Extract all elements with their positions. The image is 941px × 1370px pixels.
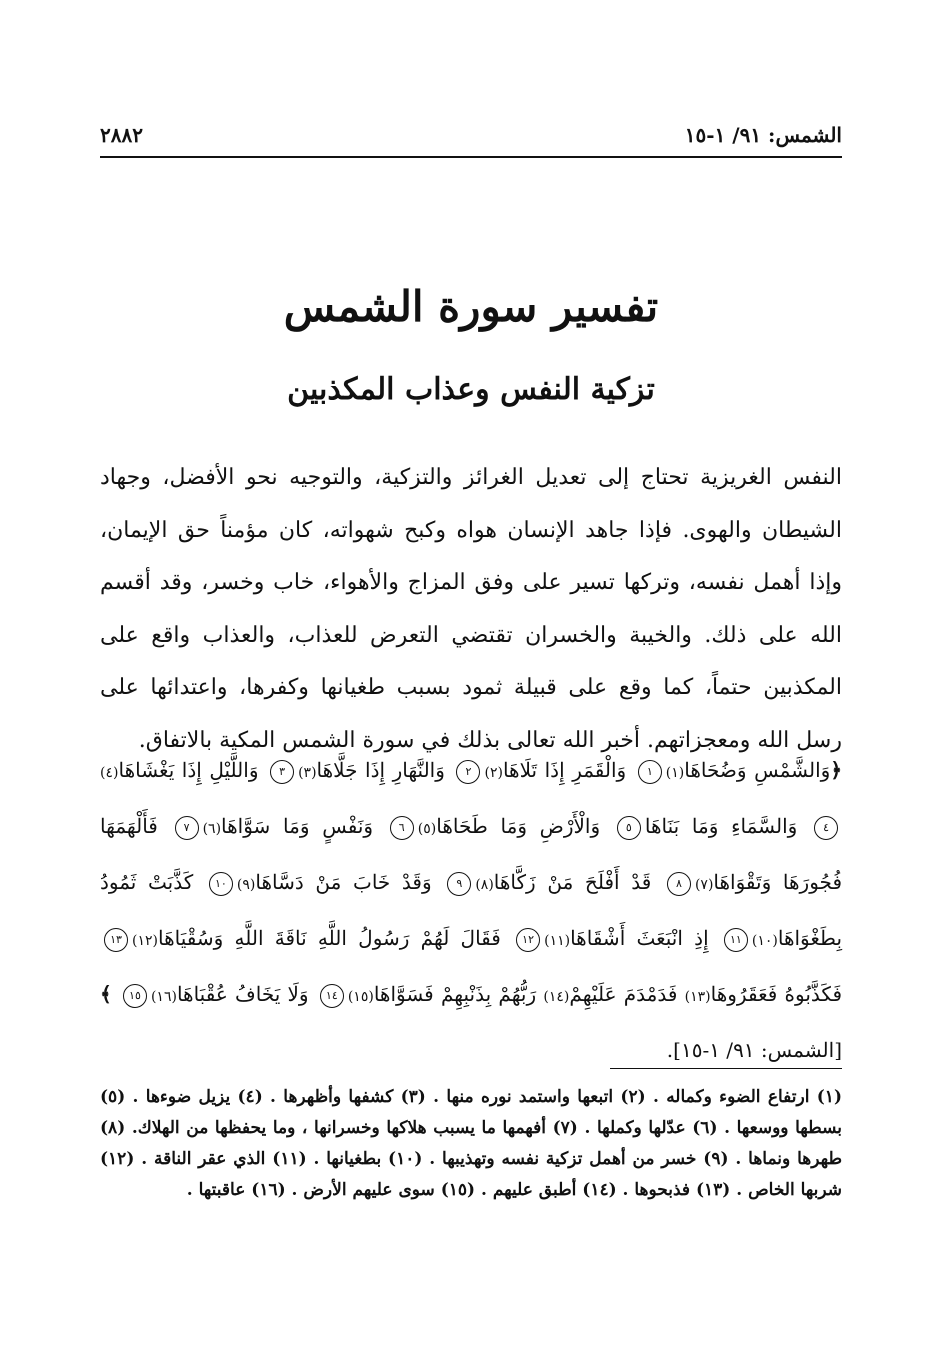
ayah-number-icon: ١٠ <box>209 872 233 896</box>
verse-text: وَالنَّهَارِ إِذَا جَلَّاهَا <box>316 758 445 782</box>
verse-text: كَذَّبَتْ ثَمُودُ بِطَغْوَاهَا <box>100 870 843 950</box>
ayah-number-icon: ٧ <box>175 816 199 840</box>
verse-text: وَالْأَرْضِ وَمَا طَحَاهَا <box>436 814 601 838</box>
intro-paragraph: النفس الغريزية تحتاج إلى تعديل الغرائز والتزكية، والتوجيه نحو الأفضل، وجهاد الشيطان والهوى. فإذا جاهد الإنسان هواه وكبح شهواته، كان مؤمناً حق الإيمان، وإذا أهمل نفسه، وتركها تسير على وفق المزاج والأهواء، خاب وخسر، وقد أقسم الله على ذلك. والخيبة والخسران تقتضي التعرض للعذاب، والعذاب واقع على المكذبين حتماً، كما وقع على قبيلة ثمود بسبب طغيانها وكفرها، واعتدائها على رسل الله ومعجزاتهم. أخبر الله تعالى بذلك في سورة الشمس المكية بالاتفاق. <box>100 465 842 753</box>
ayah-number-icon: ١٥ <box>123 984 147 1008</box>
verse-text: وَاللَّيْلِ إِذَا يَغْشَاهَا <box>118 758 259 782</box>
verse-text: وَالشَّمْسِ وَضُحَاهَا <box>684 758 831 782</box>
running-head <box>100 118 842 152</box>
ayah-number-icon: ٦ <box>390 816 414 840</box>
verse-footnote-ref: (١٤) <box>543 989 570 1005</box>
page-number: ٢٨٨٢ <box>100 123 143 147</box>
verse-footnote-ref: (٤) <box>100 765 119 781</box>
verse-text: وَقَدْ خَابَ مَنْ دَسَّاهَا <box>255 870 432 894</box>
verse-footnote-ref: (٦) <box>202 821 222 837</box>
ayah-number-icon: ١١ <box>724 928 748 952</box>
page-subtitle: تزكية النفس وعذاب المكذبين <box>287 372 655 407</box>
ayah-number-icon: ١٤ <box>320 984 344 1008</box>
verse-text: رَبُّهُمْ بِذَنْبِهِمْ فَسَوَّاهَا <box>373 982 537 1006</box>
verse-footnote-ref: (٧) <box>694 877 714 893</box>
verse-text: وَالْقَمَرِ إِذَا تَلَاهَا <box>502 758 627 782</box>
verse-footnote-ref: (١٠) <box>751 933 778 949</box>
verse-footnote-ref: (٨) <box>475 877 494 893</box>
verse-text: فَأَلْهَمَهَا فُجُورَهَا وَتَقْوَاهَا <box>100 814 843 894</box>
footnote-rule <box>610 1068 842 1069</box>
footnotes: (١) ارتفاع الضوء وكماله . (٢) اتبعها واستمد نوره منها . (٣) كشفها وأظهرها . (٤) يزيل ضوءها . (٥) بسطها ووسعها . (٦) عدّلها وكملها . (٧) أفهمها ما يسبب هلاكها وخسرانها ، وما يحفظها من الهلاك. (٨) طهرها ونماها . (٩) خسر من أهمل تزكية نفسه وتهذيبها . (١٠) بطغيانها . (١١) الذي عقر الناقة . (١٢) شربها الخاص . (١٣) فذبحوها . (١٤) أطبق عليهم . (١٥) سوى عليهم الأرض . (١٦) عاقبتها . <box>100 1087 842 1200</box>
header-rule <box>100 156 842 158</box>
ayah-number-icon: ٨ <box>667 872 691 896</box>
verse-text: فَدَمْدَمَ عَلَيْهِمْ <box>569 982 678 1006</box>
verse-citation: [الشمس: ٩١/ ١-١٥]. <box>666 1038 842 1062</box>
verse-footnote-ref: (١) <box>665 765 685 781</box>
verse-text: وَالسَّمَاءِ وَمَا بَنَاهَا <box>644 814 798 838</box>
verse-footnote-ref: (١١) <box>544 933 571 949</box>
verse-open-bracket: ﴿ <box>830 758 843 782</box>
verse-footnote-ref: (٢) <box>484 765 503 781</box>
chapter-reference: الشمس: ٩١/ ١-١٥ <box>684 123 842 147</box>
verse-text: وَلَا يَخَافُ عُقْبَاهَا <box>176 982 309 1006</box>
verse-text: وَنَفْسٍ وَمَا سَوَّاهَا <box>221 814 374 838</box>
ayah-number-icon: ٢ <box>456 760 480 784</box>
verse-text: إِذِ انْبَعَثَ أَشْقَاهَا <box>570 926 709 950</box>
verse-footnote-ref: (١٥) <box>347 989 374 1005</box>
verse-footnote-ref: (١٢) <box>132 933 158 949</box>
ayah-number-icon: ١٣ <box>104 928 128 952</box>
ayah-number-icon: ٣ <box>270 760 294 784</box>
verse-footnote-ref: (١٣) <box>684 989 711 1005</box>
verse-footnote-ref: (٩) <box>236 877 256 893</box>
verse-close-bracket: ﴾ <box>100 982 112 1006</box>
page-title: تفسير سورة الشمس <box>283 282 659 331</box>
verse-text: قَدْ أَفْلَحَ مَنْ زَكَّاهَا <box>493 870 652 894</box>
ayah-number-icon: ٩ <box>447 872 471 896</box>
quran-verses <box>100 744 842 1077</box>
verse-text: فَكَذَّبُوهُ فَعَقَرُوهَا <box>710 982 842 1006</box>
verse-footnote-ref: (٥) <box>417 821 437 837</box>
ayah-number-icon: ١ <box>638 760 662 784</box>
verse-text: فَقَالَ لَهُمْ رَسُولُ اللَّهِ نَاقَةَ اللَّهِ وَسُقْيَاهَا <box>157 926 501 950</box>
ayah-number-icon: ٤ <box>814 816 838 840</box>
ayah-number-icon: ١٢ <box>516 928 540 952</box>
verse-footnote-ref: (٣) <box>298 765 317 781</box>
ayah-number-icon: ٥ <box>617 816 641 840</box>
verse-footnote-ref: (١٦) <box>150 989 177 1005</box>
